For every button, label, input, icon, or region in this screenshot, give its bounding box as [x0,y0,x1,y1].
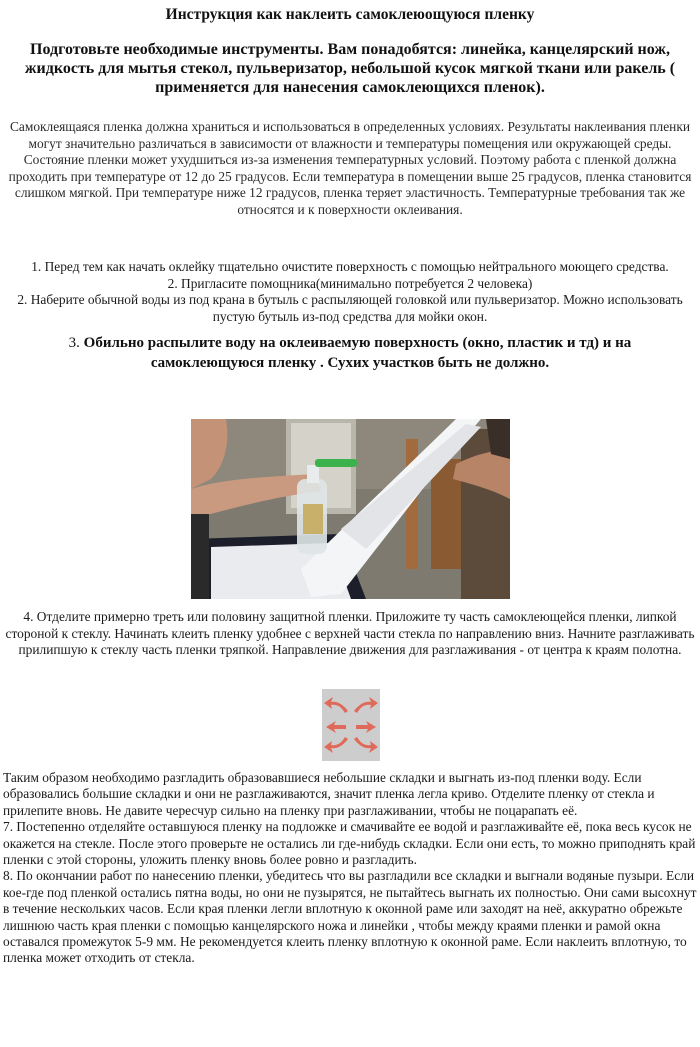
tools-paragraph: Подготовьте необходимые инструменты. Вам понадобятся: линейка, канцелярский нож, жидкость для мытья стекол, пульверизатор, небольшой кусок мягкой ткани или ракель ( применяется для нанесения самоклеющихся пленок). [24,41,676,96]
spraying-photo [191,419,510,599]
step-8-text: 8. По окончании работ по нанесению пленки, убедитесь что вы разгладили все складки и выгнали водяные пузыри. Если кое-где под пленкой остались пятна воды, но они не пузырятся, не пытайтесь выгнать их полностью. Они сами высохнут в течение нескольких часов. Если края пленки легли вплотную к оконной раме или заходят на неё, аккуратно обрежьте лишнюю часть края пленки с помощью канцелярского ножа и линейки , чтобы между краями пленки и рамой окна оставался промежуток 5-9 мм. Не рекомендуется клеить пленку вплотную к оконной раме. Если наклеить вплотную, то пленка может отходить от стекла. [3,868,697,966]
step-3-text: Обильно распылите воду на оклеиваемую поверхность (окно, пластик и тд) и на самоклеющуюся пленку . Сухих участков быть не должно. [83,335,632,371]
step-3 [20,333,680,373]
step-3-number: 3. [68,335,80,351]
step-2b-text: 2. Наберите обычной воды из под крана в бутыль с распыляющей головкой или пульверизатор. Можно использовать пустую бутыль из-под средства для мойки окон. [17,292,683,324]
final-instructions [3,770,697,967]
steps-1-2 [4,259,696,325]
smoothing-arrows-icon [322,689,380,761]
step-1-text: 1. Перед тем как начать оклейку тщательно очистите поверхность с помощью нейтрального моющего средства. [31,259,669,274]
intro-paragraph: Самоклеящаяся пленка должна храниться и использоваться в определенных условиях. Результаты наклеивания пленки могут значительно различаться в зависимости от влажности и температуры помещения или окружающей среды. Состояние пленки может ухудшиться из-за изменения температурных условий. Поэтому работа с пленкой должна проходить при температуре от 12 до 25 градусов. Если температура в помещении выше 25 градусов, пленка становится слишком мягкой. При температуре ниже 12 градусов, пленка теряет эластичность. Температурные требования так же относятся и к поверхности оклеивания. [8,119,692,217]
step-7-text: 7. Постепенно отделяйте оставшуюся пленку на подложке и смачивайте ее водой и разглаживайте её, пока весь кусок не окажется на стекле. После этого проверьте не остались ли где-нибудь складки. Если они есть, то можно приподнять край пленки с этой стороны, уложить пленку вновь более ровно и разгладить. [3,819,696,868]
step-2a-text: 2. Пригласите помощника(минимально потребуется 2 человека) [167,275,533,291]
smoothing-paragraph: Таким образом необходимо разгладить образовавшиеся небольшие складки и выгнать из-под пленки воду. Если образовались большие складки и они не разглаживаются, значит пленка легла криво. Отделите пленку от стекла и прилепите вновь. Не давите чересчур сильно на пленку при разглаживании, чтобы не поцарапать её. [3,770,655,818]
step-4-paragraph: 4. Отделите примерно треть или половину защитной пленки. Приложите ту часть самоклеющейся пленки, липкой стороной к стеклу. Начинать клеить пленку удобнее с верхней части стекла по направлению вниз. Начните разглаживать прилипшую к стеклу часть пленки тряпкой. Направление движения для разглаживания - от центра к краям полотна. [5,609,695,657]
page-title: Инструкция как наклеить самоклеюoщуюся пленку [165,6,535,23]
spraying-photo-illustration [191,419,510,599]
